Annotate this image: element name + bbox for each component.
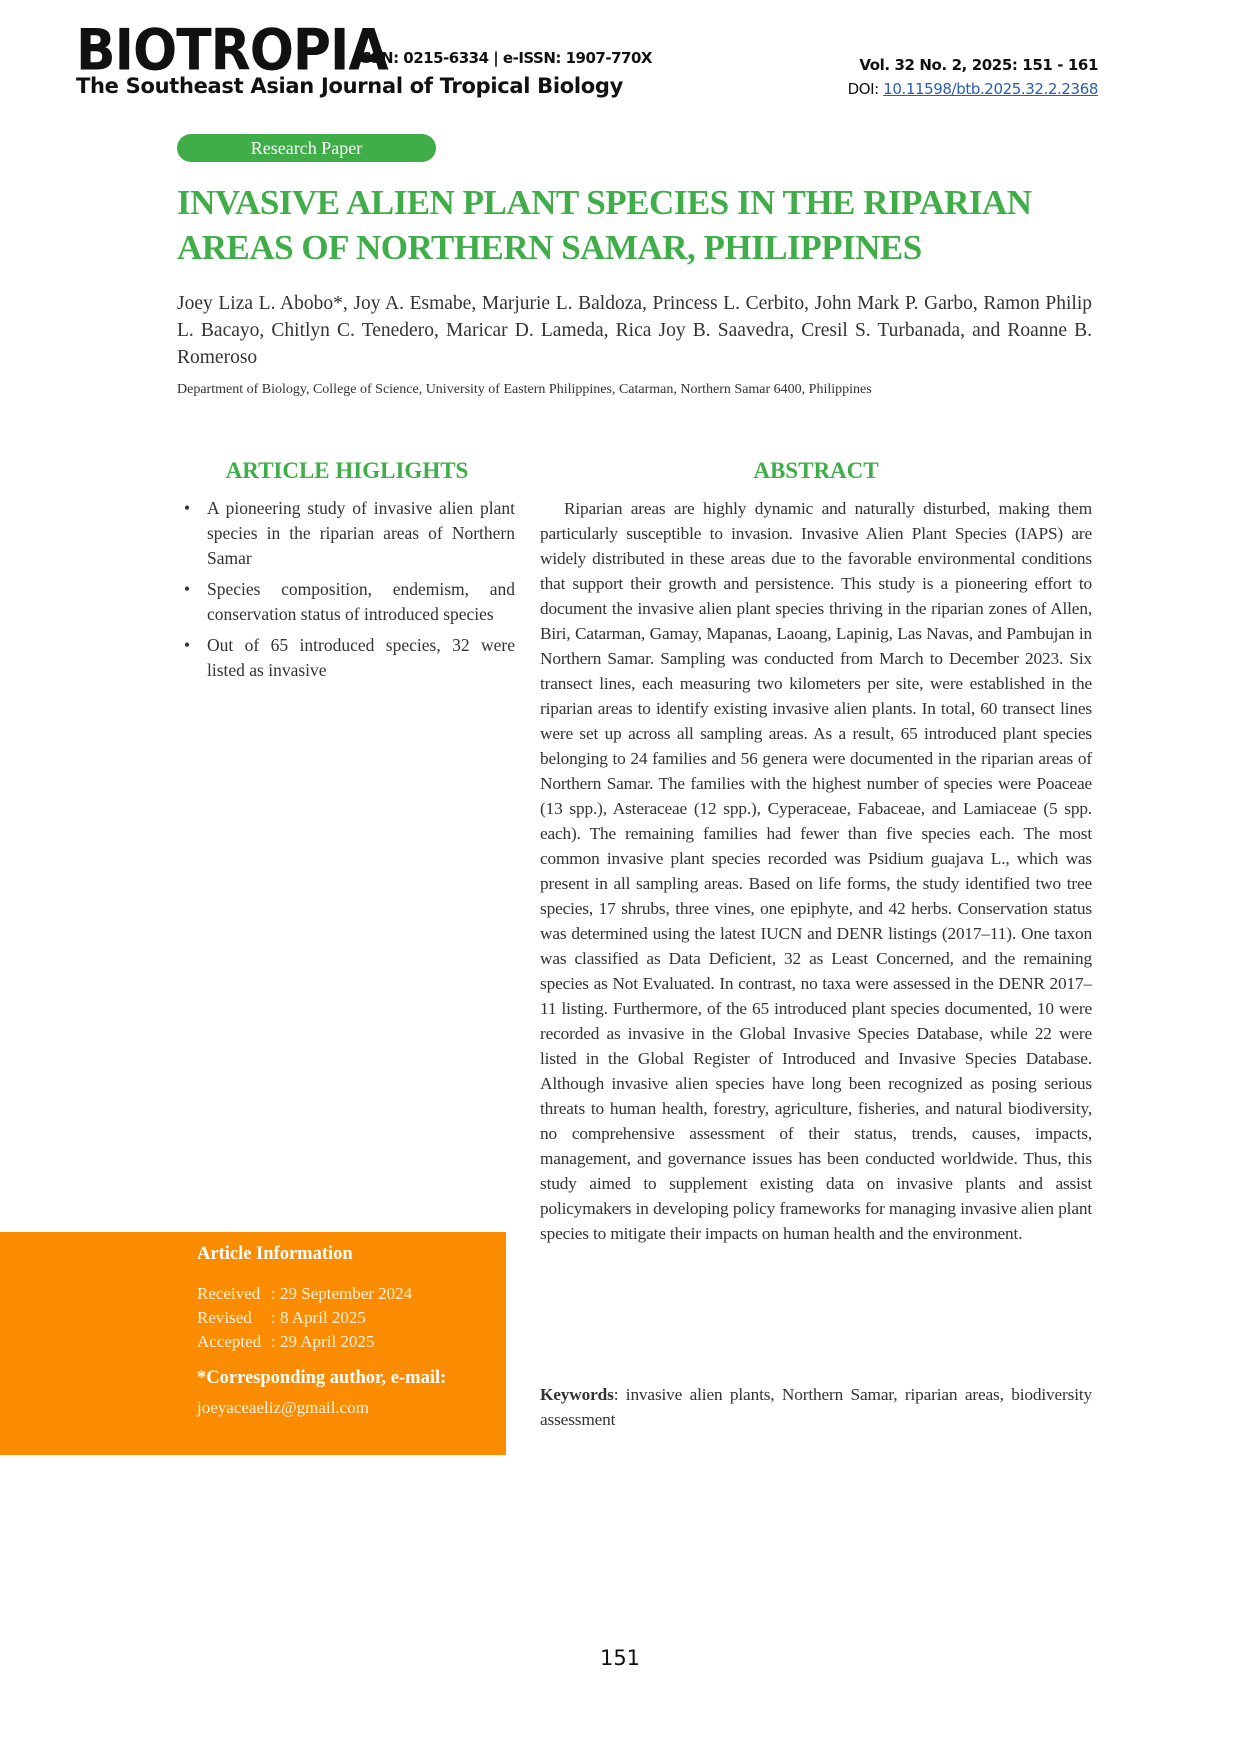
article-info-heading: Article Information (197, 1244, 353, 1264)
affiliation: Department of Biology, College of Science, University of Eastern Philippines, Catarman, Northern Samar 6400, Philippines (177, 382, 872, 397)
revised-label: Revised (197, 1308, 252, 1327)
keywords-text: : invasive alien plants, Northern Samar, riparian areas, biodiversity assessment (540, 1385, 1092, 1429)
page-number: 151 (599, 1646, 641, 1670)
abstract-text: Riparian areas are highly dynamic and naturally disturbed, making them particularly susceptible to invasion. Invasive Alien Plant Species (IAPS) are widely distributed in these areas due to the favorable environmental conditions that support their growth and persistence. This study is a pioneering effort to document the invasive alien plant species thriving in the riparian zones of Allen, Biri, Catarman, Gamay, Mapanas, Laoang, Lapinig, Las Navas, and Pambujan in Northern Samar. Sampling was conducted from March to December 2023. Six transect lines, each measuring two kilometers per site, were established in the riparian areas to identify existing invasive alien plants. In total, 60 transect lines were set up across all sampling areas. As a result, 65 introduced plant species belonging to 24 families and 56 genera were documented in the riparian areas of Northern Samar. The families with the highest number of species were Poaceae (13 spp.), Asteraceae (12 spp.), Cyperaceae, Fabaceae, and Lamiaceae (5 spp. each). The remaining families had fewer than five species each. The most common invasive plant species recorded was Psidium guajava L., which was present in all sampling areas. Based on life forms, the study identified two tree species, 17 shrubs, three vines, one epiphyte, and 42 herbs. Conservation status was determined using the latest IUCN and DENR listings (2017–11). One taxon was classified as Data Deficient, 32 as Least Concerned, and the remaining species as Not Evaluated. In contrast, no taxa were assessed in the DENR 2017–11 listing. Furthermore, of the 65 introduced plant species documented, 10 were recorded as invasive in the Global Invasive Species Database, while 22 were listed in the Global Register of Introduced and Invasive Species Database. Although invasive alien species have long been recognized as posing serious threats to human health, forestry, agriculture, fisheries, and natural biodiversity, no comprehensive assessment of their status, trends, causes, impacts, management, and governance issues has been conducted worldwide. Thus, this study aimed to supplement existing data on invasive plants and assist policymakers in developing policy frameworks for managing invasive alien plant species to mitigate their impacts on human health and the environment. (540, 499, 1092, 1243)
article-title (177, 180, 1097, 270)
journal-logo: BIOTROPIA (76, 17, 388, 84)
keywords (540, 1382, 1092, 1432)
bullet-icon: • (184, 635, 191, 655)
journal-name: The Southeast Asian Journal of Tropical Biology (76, 74, 624, 98)
highlight-item (180, 633, 515, 683)
keywords-label: Keywords (540, 1385, 614, 1404)
issn-text: ISSN: 0215-6334 | e-ISSN: 1907-770X (356, 49, 652, 67)
corresponding-email[interactable]: joeyaceaeliz@gmail.com (197, 1398, 369, 1417)
author-list: Joey Liza L. Abobo*, Joy A. Esmabe, Marjurie L. Baldoza, Princess L. Cerbito, John Mark P. Garbo, Ramon Philip L. Bacayo, Chitlyn C. Tenedero, Maricar D. Lameda, Rica Joy B. Saavedra, Cresil S. Turbanada, and Roanne B. Romeroso (177, 293, 1092, 368)
revised-row (197, 1308, 366, 1328)
highlights-heading: ARTICLE HIGLIGHTS (225, 458, 469, 483)
doi-link[interactable]: 10.11598/btb.2025.32.2.2368 (883, 80, 1098, 98)
revised-date: : 8 April 2025 (271, 1308, 366, 1327)
volume-info: Vol. 32 No. 2, 2025: 151 - 161 (859, 56, 1098, 74)
accepted-row (197, 1332, 374, 1352)
highlight-text: Species composition, endemism, and conservation status of introduced species (207, 579, 515, 624)
doi-label: DOI: (847, 80, 884, 98)
bullet-icon: • (184, 498, 191, 518)
accepted-date: : 29 April 2025 (271, 1332, 375, 1351)
title-line-1: INVASIVE ALIEN PLANT SPECIES IN THE RIPARIAN (177, 183, 1032, 222)
corresponding-author-label: *Corresponding author, e-mail: (197, 1368, 447, 1388)
received-label: Received (197, 1284, 261, 1303)
highlight-item (180, 496, 515, 571)
accepted-label: Accepted (197, 1332, 262, 1351)
highlights-list (180, 496, 515, 689)
doi-line (848, 80, 1098, 98)
article-type-badge: Research Paper (177, 134, 436, 162)
abstract-heading: ABSTRACT (753, 458, 879, 483)
highlight-item (180, 577, 515, 627)
received-row (197, 1284, 412, 1304)
title-line-2: AREAS OF NORTHERN SAMAR, PHILIPPINES (177, 228, 922, 267)
highlight-text: Out of 65 introduced species, 32 were listed as invasive (207, 635, 515, 680)
highlight-text: A pioneering study of invasive alien plant species in the riparian areas of Northern Samar (207, 498, 515, 568)
article-info-box (0, 1232, 506, 1455)
bullet-icon: • (184, 579, 191, 599)
received-date: : 29 September 2024 (271, 1284, 413, 1303)
